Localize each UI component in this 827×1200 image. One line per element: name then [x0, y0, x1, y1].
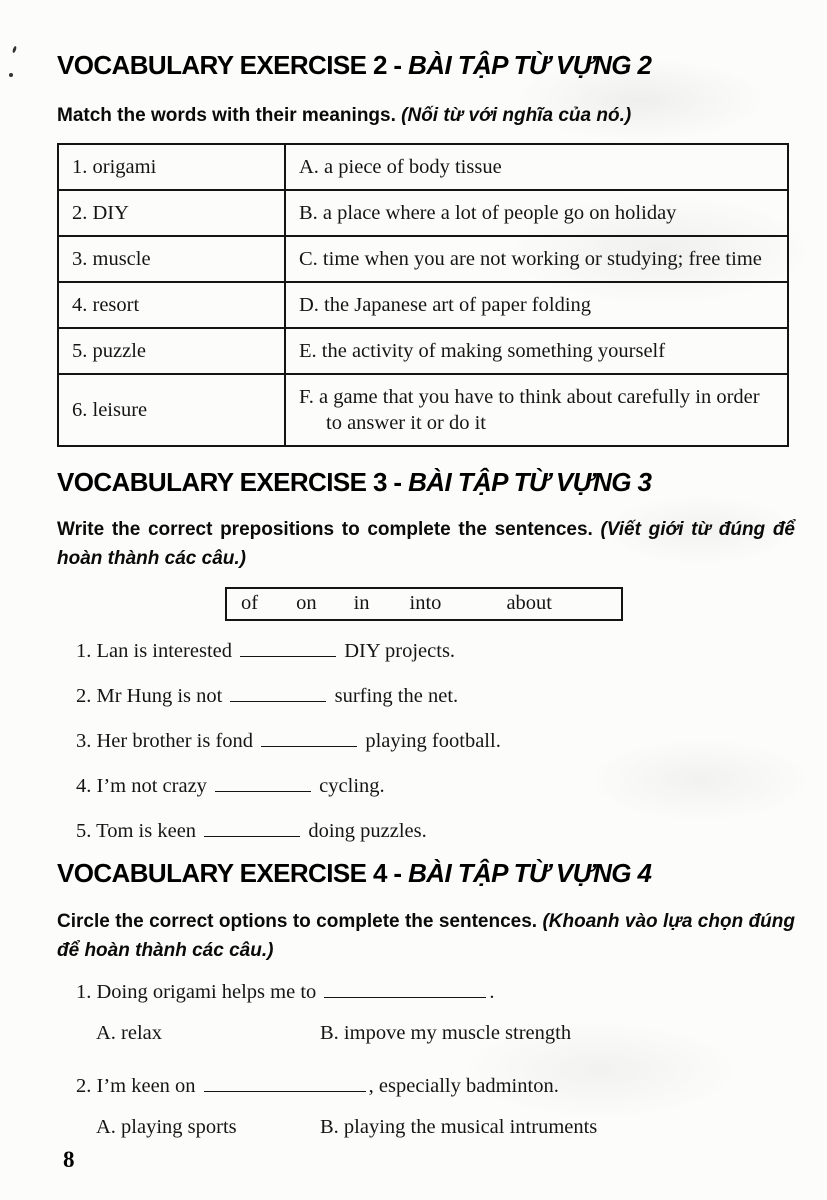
- exercise-2-title-en: VOCABULARY EXERCISE 2 -: [57, 50, 402, 80]
- word-cell: 4. resort: [58, 282, 285, 328]
- word-cell: 2. DIY: [58, 190, 285, 236]
- sentence-4: 4. I’m not crazy cycling.: [76, 775, 385, 797]
- table-row: [58, 190, 788, 236]
- instruction-vietnamese: (Nối từ với nghĩa của nó.): [401, 105, 632, 126]
- word-bank-item: about: [506, 592, 552, 614]
- page-number: 8: [63, 1147, 75, 1172]
- exercise-4-title: [57, 858, 787, 889]
- instruction-english: Circle the correct options to complete the sentences.: [57, 911, 538, 932]
- sentence-3: 3. Her brother is fond playing football.: [76, 730, 501, 752]
- section-exercise-4: [57, 858, 795, 1139]
- exercise-2-instruction: [57, 101, 795, 130]
- instruction-vietnamese: (Khoanh vào lựa chọn đúng để hoàn thành các câu.): [57, 911, 795, 961]
- mcq-questions: [57, 979, 787, 1139]
- blank-line: [204, 1073, 366, 1092]
- option-b: B. impove my muscle strength: [320, 1022, 572, 1044]
- exercise-2-title-vi: BÀI TẬP TỪ VỰNG 2: [408, 50, 652, 80]
- exercise-2-title: [57, 50, 787, 81]
- question-1: [76, 979, 787, 1045]
- word-bank-item: of: [241, 592, 259, 614]
- blank-line: [240, 638, 336, 657]
- word-cell: 3. muscle: [58, 236, 285, 282]
- question-text: 2. I’m keen on , especially badminton.: [76, 1075, 559, 1097]
- meaning-cell: B. a place where a lot of people go on holiday: [285, 190, 788, 236]
- exercise-3-instruction: [57, 515, 795, 573]
- option-a: A. playing sports: [96, 1116, 237, 1138]
- scan-artifact: [9, 73, 13, 77]
- meaning-cell: F. a game that you have to think about carefully in order to answer it or do it: [285, 374, 788, 446]
- fill-blank-sentences: [57, 638, 787, 844]
- blank-line: [261, 728, 357, 747]
- answer-options: [76, 1116, 787, 1139]
- meaning-cell: A. a piece of body tissue: [285, 144, 788, 190]
- option-a: A. relax: [96, 1022, 163, 1044]
- sentence-2: 2. Mr Hung is not surfing the net.: [76, 685, 459, 707]
- section-exercise-3: [57, 467, 795, 844]
- blank-line: [204, 818, 300, 837]
- exercise-3-title: [57, 467, 787, 498]
- scan-artifact: [12, 46, 17, 54]
- exercise-4-instruction: [57, 907, 795, 965]
- question-2: [76, 1073, 787, 1139]
- table-row: [58, 374, 788, 446]
- preposition-word-bank: [225, 587, 623, 621]
- word-cell: 1. origami: [58, 144, 285, 190]
- word-cell: 5. puzzle: [58, 328, 285, 374]
- exercise-3-title-en: VOCABULARY EXERCISE 3 -: [57, 467, 402, 497]
- sentence-1: 1. Lan is interested DIY projects.: [76, 640, 456, 662]
- blank-line: [324, 979, 486, 998]
- exercise-4-title-en: VOCABULARY EXERCISE 4 -: [57, 858, 402, 888]
- blank-line: [215, 773, 311, 792]
- table-row: [58, 328, 788, 374]
- sentence-5: 5. Tom is keen doing puzzles.: [76, 820, 427, 842]
- word-bank-item: into: [409, 592, 442, 614]
- answer-options: [76, 1022, 787, 1045]
- word-bank-item: on: [296, 592, 317, 614]
- option-b: B. playing the musical intruments: [320, 1116, 598, 1138]
- exercise-3-title-vi: BÀI TẬP TỪ VỰNG 3: [408, 467, 652, 497]
- table-row: [58, 144, 788, 190]
- matching-table: [57, 143, 789, 447]
- table-row: [58, 282, 788, 328]
- blank-line: [230, 683, 326, 702]
- word-bank-item: in: [353, 592, 370, 614]
- meaning-cell: E. the activity of making something yourself: [285, 328, 788, 374]
- table-row: [58, 236, 788, 282]
- meaning-cell: D. the Japanese art of paper folding: [285, 282, 788, 328]
- instruction-english: Match the words with their meanings.: [57, 105, 396, 126]
- question-text: 1. Doing origami helps me to .: [76, 981, 495, 1003]
- word-cell: 6. leisure: [58, 374, 285, 446]
- instruction-vietnamese: (Viết giới từ đúng để hoàn thành các câu.): [57, 519, 795, 569]
- section-exercise-2: [57, 50, 787, 447]
- instruction-english: Write the correct prepositions to complete the sentences.: [57, 519, 593, 540]
- exercise-4-title-vi: BÀI TẬP TỪ VỰNG 4: [408, 858, 652, 888]
- meaning-cell: C. time when you are not working or studying; free time: [285, 236, 788, 282]
